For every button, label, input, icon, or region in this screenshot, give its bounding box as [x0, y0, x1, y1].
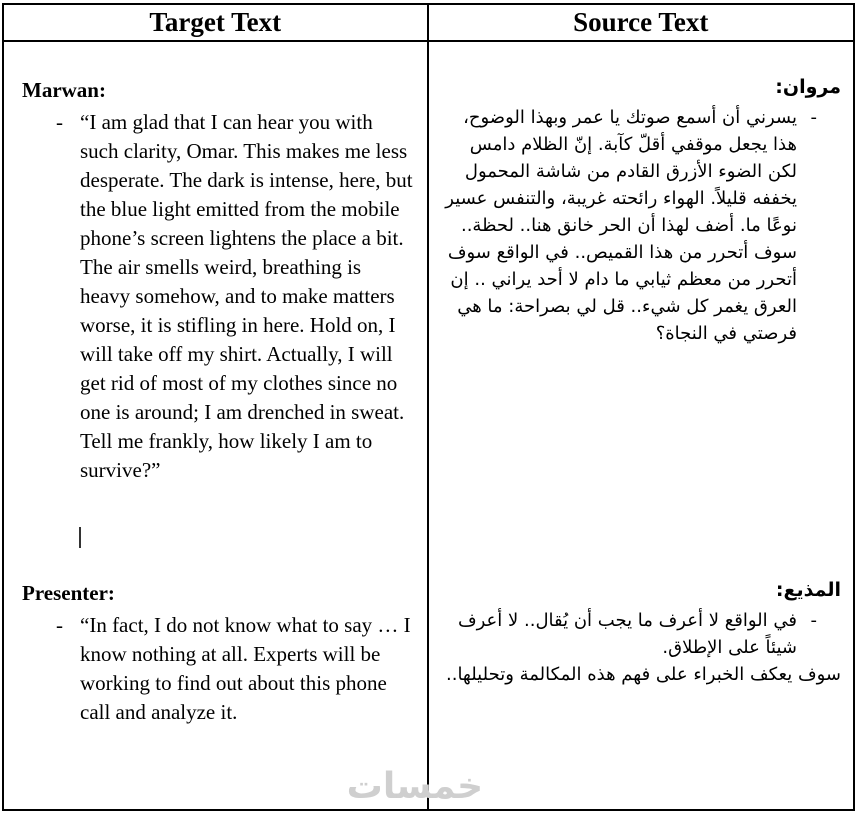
marwan-source-text: يسرني أن أسمع صوتك يا عمر وبهذا الوضوح، هذا يجعل موقفي أقلّ كآبة. إنّ الظلام دامس لكن الضوء الأزرق القادم من شاشة المحمول يخففه قليلاً. الهواء رائحته غريبة، والتنفس عسير نوعًا ما. أضف لهذا أن الحر خانق هنا.. لحظة.. سوف أتحرر من هذا القميص.. في الواقع سوف أتحرر من معظم ثيابي ما دام لا أحد يراني .. إن العرق يغمر كل شيء.. قل لي بصراحة: ما هي فرصتي في النجاة؟ [445, 107, 797, 344]
marwan-target-text: “I am glad that I can hear you with such clarity, Omar. This makes me less desperate. The dark is intense, here, but the blue light emitted from the mobile phone’s screen lightens the place a bit. The air smells weird, breathing is heavy somehow, and to make matters worse, it is stifling in here. Hold on, I will take off my shirt. Actually, I will get rid of most of my clothes since no one is around; I am drenched in sweat. Tell me frankly, how likely I am to survive?” [80, 110, 413, 482]
speaker-label-presenter: Presenter: [22, 581, 115, 605]
dialogue-item [22, 611, 415, 727]
column-header-target-text: Target Text [4, 5, 429, 42]
presenter-source-text: في الواقع لا أعرف ما يجب أن يُقال.. لا أعرف شيئاً على الإطلاق. [457, 610, 797, 658]
dash-bullet: - [56, 110, 63, 134]
speaker-label-marwan: Marwan: [22, 78, 106, 102]
source-cell-presenter [429, 545, 854, 809]
source-cell-marwan [429, 42, 854, 545]
speaker-label-marwan-arabic: مروان: [775, 76, 841, 98]
translation-table [2, 3, 855, 811]
column-header-source-text: Source Text [429, 5, 854, 42]
dash-bullet: - [810, 610, 817, 631]
dialogue-item [443, 104, 842, 347]
dash-bullet: - [810, 107, 817, 128]
target-cell-marwan [4, 42, 429, 545]
dash-bullet: - [56, 613, 63, 637]
dialogue-item [22, 108, 415, 485]
watermark-khamsat: خمسات [346, 766, 484, 807]
presenter-source-continuation: سوف يعكف الخبراء على فهم هذه المكالمة وتحليلها.. [446, 664, 841, 685]
presenter-target-text: “In fact, I do not know what to say … I know nothing at all. Experts will be working to find out about this phone call and analyze it. [80, 613, 411, 724]
speaker-label-presenter-arabic: المذيع: [775, 579, 841, 601]
text-cursor [79, 527, 81, 548]
dialogue-item [443, 607, 842, 661]
